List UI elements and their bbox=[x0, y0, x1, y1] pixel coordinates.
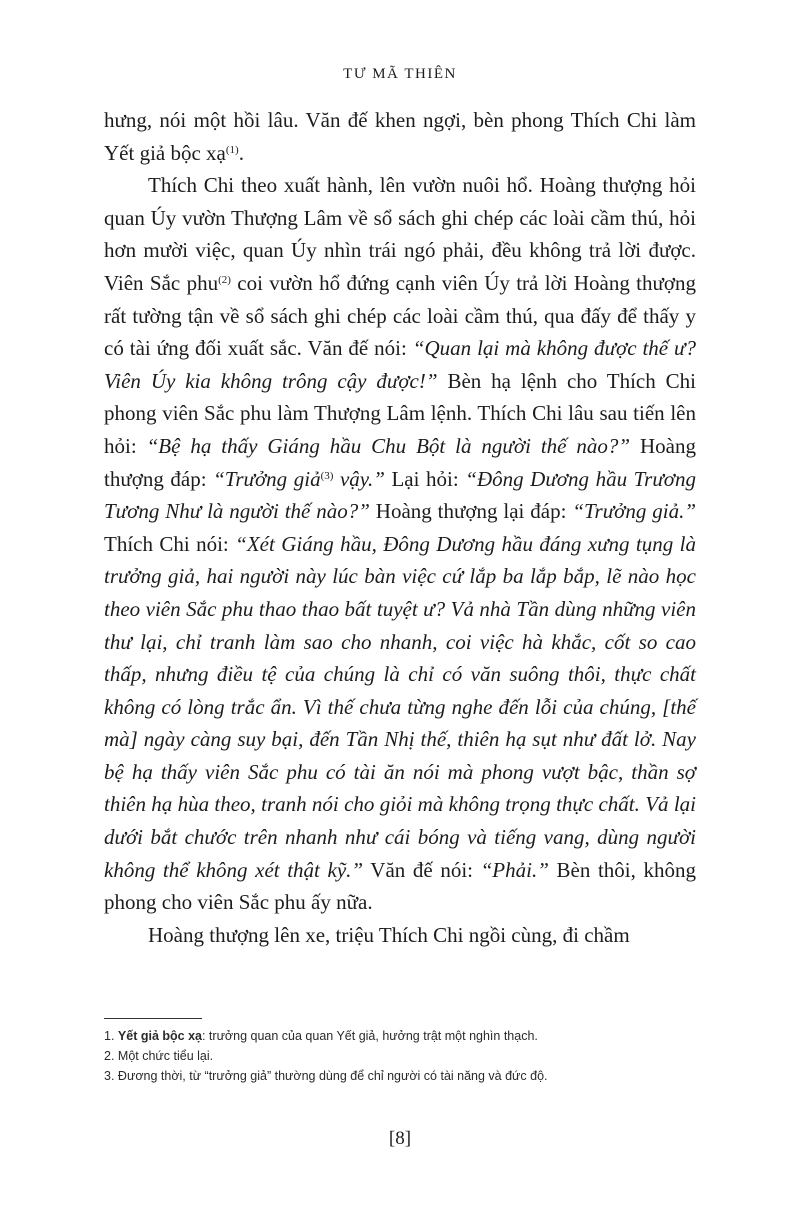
footnote bbox=[104, 1046, 704, 1066]
footnote-marker: (1) bbox=[225, 143, 239, 156]
footnote-marker: (2) bbox=[218, 273, 231, 286]
text-run: Thích Chi theo xuất hành, lên vườn nuôi hổ. Hoàng thượng hỏi quan Úy vườn Thượng Lâm về sổ sách ghi chép các loài cầm thú, hỏi hơn mười việc, quan Úy nhìn trái ngó phải, đều không trả lời được. Viên Sắc phu bbox=[104, 173, 696, 295]
text-run: coi vườn hổ đứng cạnh viên Úy trả lời Hoàng thượng rất tường tận về sổ sách ghi chép các loài cầm thú, qua đấy để thấy y có tài ứng đối xuất sắc. Văn đế nói: bbox=[104, 270, 696, 361]
text-run: vậy.” bbox=[333, 466, 385, 491]
footnote-text: Đương thời, từ “trưởng giả” thường dùng để chỉ người có tài năng và đức độ. bbox=[117, 1069, 548, 1083]
text-run: Thích Chi nói: bbox=[104, 531, 236, 556]
text-run: “Trưởng giả.” bbox=[572, 499, 697, 524]
footnote-number: 1. bbox=[104, 1029, 115, 1043]
footnotes bbox=[104, 1026, 704, 1086]
footnote-text: Một chức tiểu lại. bbox=[117, 1049, 214, 1063]
footnote bbox=[104, 1026, 704, 1046]
footnote-term: Yết giả bộc xạ bbox=[117, 1029, 202, 1043]
text-run: Văn đế nói: bbox=[363, 857, 481, 882]
text-run: “Quan lại mà không được thế ư? Viên Úy kia không trông cậy được!” bbox=[104, 336, 696, 393]
footnote-marker: (3) bbox=[320, 469, 334, 482]
text-run: Hoàng thượng lên xe, triệu Thích Chi ngồi cùng, đi chầm bbox=[148, 922, 630, 947]
footnote bbox=[104, 1066, 704, 1086]
text-run: Lại hỏi: bbox=[384, 466, 466, 491]
text-run: Bèn hạ lệnh cho Thích Chi phong viên Sắc phu làm Thượng Lâm lệnh. Thích Chi lâu sau tiến lên hỏi: bbox=[104, 368, 696, 458]
text-run: hưng, nói một hồi lâu. Văn đế khen ngợi, bèn phong Thích Chi làm Yết giả bộc xạ bbox=[104, 108, 696, 165]
text-run: “Phải.” bbox=[480, 857, 549, 882]
footnote-divider bbox=[104, 1018, 202, 1019]
text-run: “Đông Dương hầu Trương Tương Như là người thế nào?” bbox=[104, 466, 697, 524]
text-run: “Xét Giáng hầu, Đông Dương hầu đáng xưng tụng là trưởng giả, hai người này lúc bàn việc cứ lắp ba lắp bắp, lẽ nào học theo viên Sắc phu thao thao bất tuyệt ư? Vả nhà Tần dùng những viên thư lại, chỉ tranh làm sao cho nhanh, coi việc hà khắc, cốt so cao thấp, nhưng điều tệ của chúng là chỉ có văn suông thôi, thực chất không có lòng trắc ẩn. Vì thế chưa từng nghe đến lỗi của chúng, [thế mà] ngày càng suy bại, đến Tần Nhị thế, thiên hạ sụt như đất lở. Nay bệ hạ thấy viên Sắc phu có tài ăn nói mà phong vượt bậc, thần sợ thiên hạ hùa theo, tranh nói cho giỏi mà không trọng thực chất. Vả lại dưới bắt chước trên nhanh như cái bóng và tiếng vang, dùng người không thể không xét thật kỹ.” bbox=[104, 531, 696, 882]
text-run: “Trưởng giả bbox=[213, 466, 321, 491]
text-run: . bbox=[238, 140, 244, 165]
page-number: [8] bbox=[388, 1128, 412, 1149]
footnote-number: 3. bbox=[104, 1069, 115, 1083]
paragraph bbox=[104, 169, 696, 919]
text-run: Hoàng thượng lại đáp: bbox=[369, 499, 573, 524]
footnote-number: 2. bbox=[104, 1049, 115, 1063]
footnote-text: : trưởng quan của quan Yết giả, hưởng trật một nghìn thạch. bbox=[201, 1029, 538, 1043]
paragraph bbox=[104, 104, 696, 169]
main-text bbox=[104, 104, 696, 951]
text-run: Hoàng thượng đáp: bbox=[104, 433, 696, 491]
running-header: TƯ MÃ THIÊN bbox=[343, 66, 457, 82]
paragraph bbox=[104, 919, 696, 952]
text-run: “Bệ hạ thấy Giáng hầu Chu Bột là người thế nào?” bbox=[146, 433, 631, 458]
text-run: Bèn thôi, không phong cho viên Sắc phu ấy nữa. bbox=[104, 857, 696, 915]
